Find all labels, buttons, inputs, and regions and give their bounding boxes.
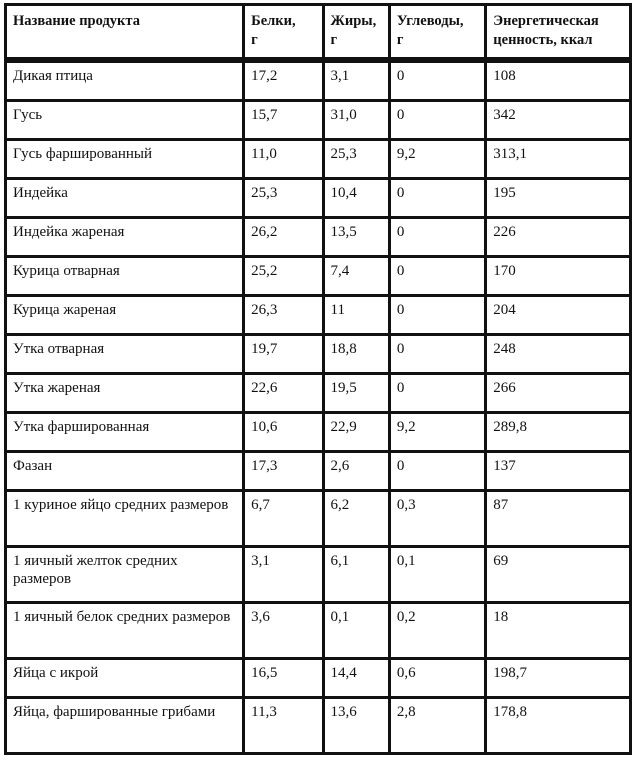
cell-fat: 6,1 — [325, 548, 391, 604]
table-row — [4, 604, 632, 660]
cell-fat: 3,1 — [325, 60, 391, 102]
cell-product-name: 1 яичный белок средних размеров — [4, 604, 245, 660]
column-header-energy-value — [487, 3, 632, 60]
column-header-energy-value-line1: Энергетическая — [493, 13, 599, 29]
cell-product-name: Гусь — [4, 102, 245, 141]
cell-carbohydrates: 0 — [391, 219, 487, 258]
table-row — [4, 414, 632, 453]
table-body — [4, 60, 632, 755]
table-header — [4, 3, 632, 60]
nutrition-table — [4, 3, 632, 755]
cell-energy-value: 204 — [487, 297, 632, 336]
cell-protein: 25,2 — [245, 258, 324, 297]
cell-carbohydrates: 9,2 — [391, 414, 487, 453]
cell-carbohydrates: 0 — [391, 336, 487, 375]
cell-product-name: Яйца, фаршированные грибами — [4, 699, 245, 755]
table-row — [4, 492, 632, 548]
cell-energy-value: 226 — [487, 219, 632, 258]
cell-energy-value: 313,1 — [487, 141, 632, 180]
cell-product-name: Дикая птица — [4, 60, 245, 102]
cell-fat: 22,9 — [325, 414, 391, 453]
cell-protein: 11,0 — [245, 141, 324, 180]
table-row — [4, 180, 632, 219]
cell-energy-value: 18 — [487, 604, 632, 660]
cell-product-name: Утка отварная — [4, 336, 245, 375]
column-header-carbohydrates-line2: г — [396, 32, 404, 48]
cell-energy-value: 178,8 — [487, 699, 632, 755]
cell-carbohydrates: 0,3 — [391, 492, 487, 548]
cell-product-name: Фазан — [4, 453, 245, 492]
cell-product-name: Гусь фаршированный — [4, 141, 245, 180]
cell-fat: 18,8 — [325, 336, 391, 375]
column-header-protein — [245, 3, 324, 60]
table-row — [4, 375, 632, 414]
cell-protein: 10,6 — [245, 414, 324, 453]
cell-energy-value: 289,8 — [487, 414, 632, 453]
cell-energy-value: 195 — [487, 180, 632, 219]
cell-energy-value: 87 — [487, 492, 632, 548]
cell-fat: 19,5 — [325, 375, 391, 414]
cell-protein: 26,2 — [245, 219, 324, 258]
cell-energy-value: 170 — [487, 258, 632, 297]
cell-protein: 6,7 — [245, 492, 324, 548]
cell-carbohydrates: 0,6 — [391, 660, 487, 699]
cell-energy-value: 248 — [487, 336, 632, 375]
cell-protein: 17,2 — [245, 60, 324, 102]
cell-fat: 13,5 — [325, 219, 391, 258]
cell-fat: 13,6 — [325, 699, 391, 755]
table-row — [4, 336, 632, 375]
cell-protein: 22,6 — [245, 375, 324, 414]
cell-carbohydrates: 0 — [391, 297, 487, 336]
column-header-product-name: Название продукта — [4, 3, 245, 60]
column-header-fat-line1: Жиры, — [330, 13, 377, 29]
cell-protein: 25,3 — [245, 180, 324, 219]
cell-product-name: 1 куриное яйцо средних размеров — [4, 492, 245, 548]
cell-energy-value: 198,7 — [487, 660, 632, 699]
table-row — [4, 297, 632, 336]
cell-carbohydrates: 0,1 — [391, 548, 487, 604]
table-row — [4, 258, 632, 297]
cell-protein: 11,3 — [245, 699, 324, 755]
header-row — [4, 3, 632, 60]
cell-fat: 10,4 — [325, 180, 391, 219]
cell-protein: 3,6 — [245, 604, 324, 660]
cell-carbohydrates: 0 — [391, 375, 487, 414]
cell-fat: 2,6 — [325, 453, 391, 492]
cell-carbohydrates: 2,8 — [391, 699, 487, 755]
cell-fat: 0,1 — [325, 604, 391, 660]
cell-energy-value: 266 — [487, 375, 632, 414]
table-row — [4, 660, 632, 699]
cell-carbohydrates: 0 — [391, 258, 487, 297]
table-row — [4, 453, 632, 492]
cell-product-name: Утка жареная — [4, 375, 245, 414]
column-header-carbohydrates-line1: Углеводы, — [396, 13, 464, 29]
cell-energy-value: 342 — [487, 102, 632, 141]
table-row — [4, 219, 632, 258]
table-row — [4, 60, 632, 102]
cell-carbohydrates: 0 — [391, 102, 487, 141]
cell-carbohydrates: 9,2 — [391, 141, 487, 180]
cell-energy-value: 69 — [487, 548, 632, 604]
cell-energy-value: 137 — [487, 453, 632, 492]
column-header-protein-line2: г — [251, 32, 258, 48]
cell-fat: 31,0 — [325, 102, 391, 141]
cell-fat: 7,4 — [325, 258, 391, 297]
cell-fat: 11 — [325, 297, 391, 336]
cell-product-name: Курица отварная — [4, 258, 245, 297]
cell-carbohydrates: 0 — [391, 453, 487, 492]
cell-fat: 14,4 — [325, 660, 391, 699]
cell-product-name: Курица жареная — [4, 297, 245, 336]
cell-product-name: Индейка жареная — [4, 219, 245, 258]
cell-protein: 17,3 — [245, 453, 324, 492]
table-row — [4, 102, 632, 141]
cell-product-name: Индейка — [4, 180, 245, 219]
column-header-fat — [325, 3, 391, 60]
cell-carbohydrates: 0 — [391, 180, 487, 219]
cell-protein: 19,7 — [245, 336, 324, 375]
cell-protein: 26,3 — [245, 297, 324, 336]
cell-carbohydrates: 0,2 — [391, 604, 487, 660]
cell-product-name: Яйца с икрой — [4, 660, 245, 699]
cell-carbohydrates: 0 — [391, 60, 487, 102]
column-header-energy-value-line2: ценность, ккал — [493, 32, 593, 48]
column-header-fat-line2: г — [330, 32, 338, 48]
cell-energy-value: 108 — [487, 60, 632, 102]
table-row — [4, 141, 632, 180]
column-header-carbohydrates — [391, 3, 487, 60]
cell-protein: 15,7 — [245, 102, 324, 141]
column-header-protein-line1: Белки, — [251, 13, 296, 29]
cell-protein: 16,5 — [245, 660, 324, 699]
cell-product-name: Утка фаршированная — [4, 414, 245, 453]
table-row — [4, 699, 632, 755]
table-row — [4, 548, 632, 604]
cell-fat: 25,3 — [325, 141, 391, 180]
cell-product-name: 1 яичный желток средних размеров — [4, 548, 245, 604]
cell-fat: 6,2 — [325, 492, 391, 548]
cell-protein: 3,1 — [245, 548, 324, 604]
